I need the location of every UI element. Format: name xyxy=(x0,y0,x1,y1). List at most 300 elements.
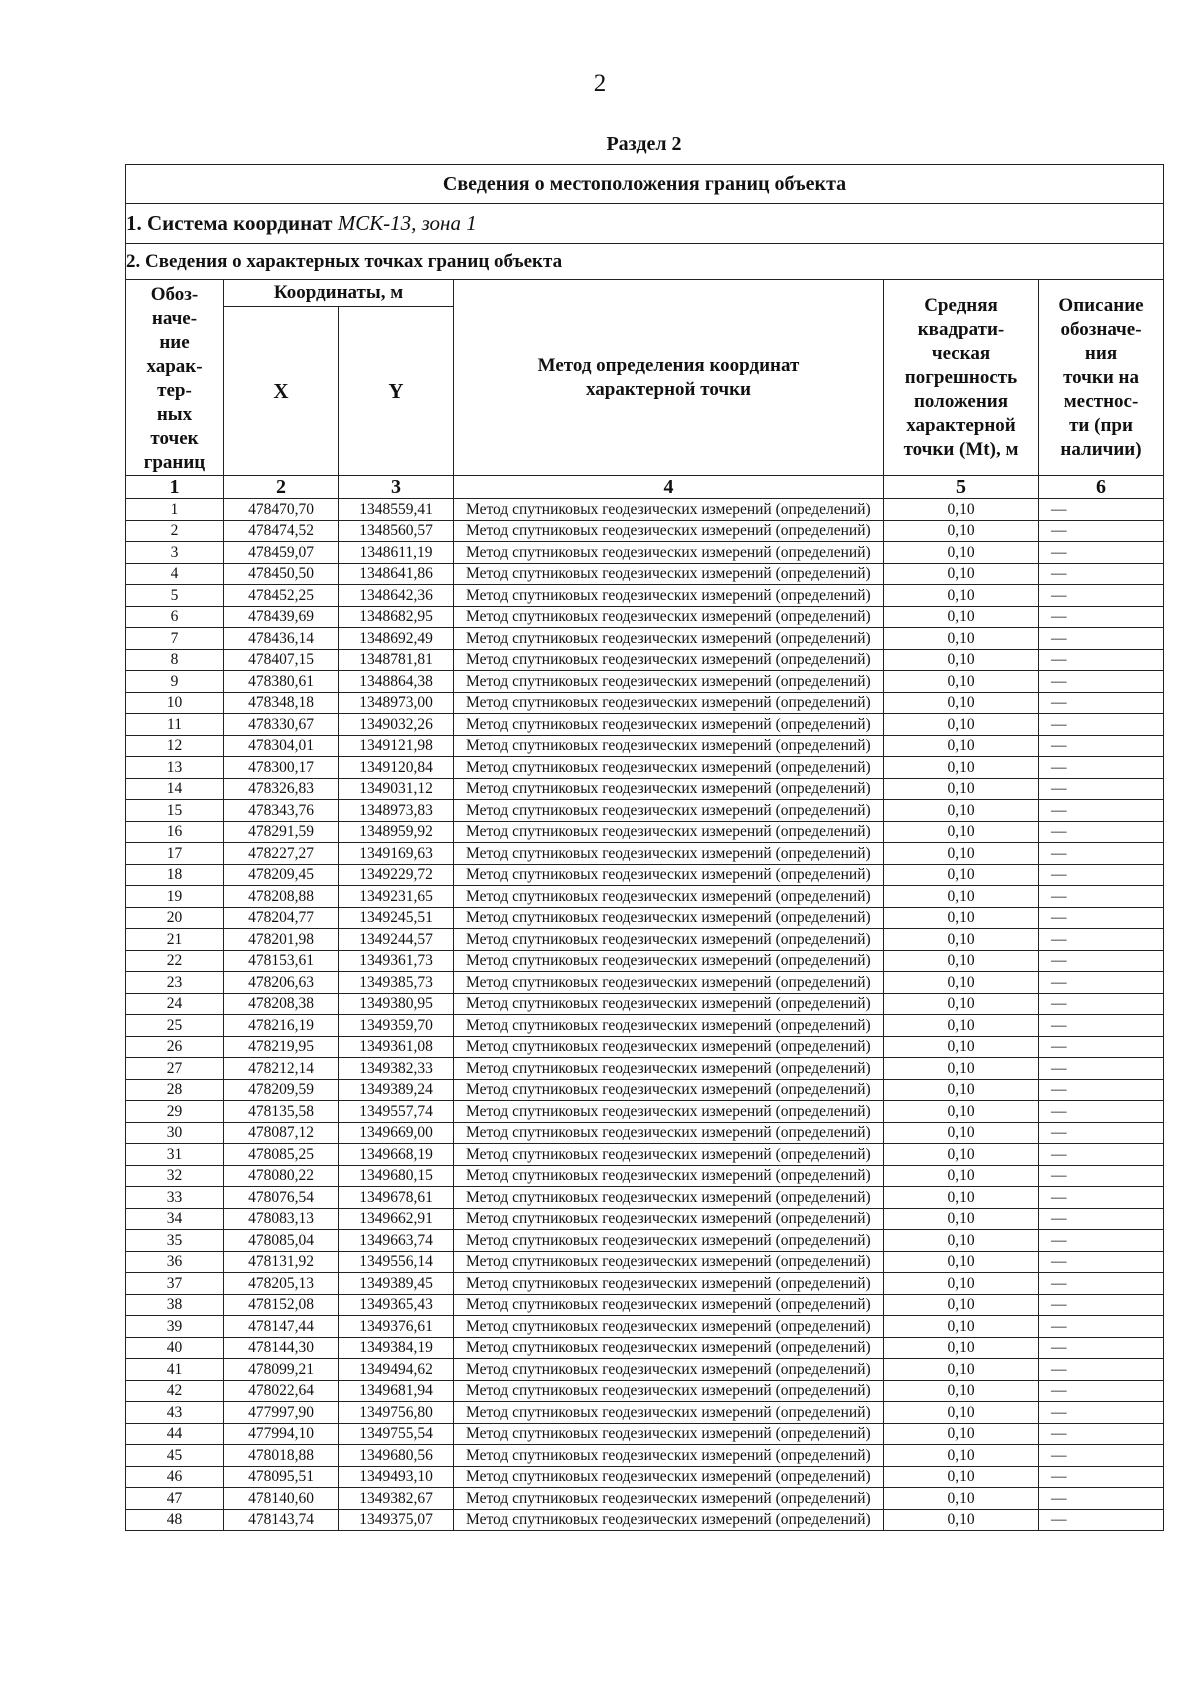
column-number: 4 xyxy=(454,476,884,499)
error-value: 0,10 xyxy=(884,499,1039,521)
coord-y: 1348959,92 xyxy=(339,821,454,843)
method: Метод спутниковых геодезических измерений (определений) xyxy=(454,757,884,779)
table-row xyxy=(126,972,1164,994)
coord-x: 478147,44 xyxy=(224,1316,339,1338)
coord-y: 1348973,00 xyxy=(339,692,454,714)
coord-y: 1349231,65 xyxy=(339,886,454,908)
coord-system-row xyxy=(126,204,1164,244)
description: — xyxy=(1039,1337,1164,1359)
coord-x: 478144,30 xyxy=(224,1337,339,1359)
description: — xyxy=(1039,1015,1164,1037)
description: — xyxy=(1039,1165,1164,1187)
error-value: 0,10 xyxy=(884,1316,1039,1338)
error-value: 0,10 xyxy=(884,1273,1039,1295)
coord-y: 1349365,43 xyxy=(339,1294,454,1316)
description: — xyxy=(1039,628,1164,650)
error-value: 0,10 xyxy=(884,1402,1039,1424)
error-value: 0,10 xyxy=(884,1208,1039,1230)
point-number: 36 xyxy=(126,1251,224,1273)
coord-y: 1349389,24 xyxy=(339,1079,454,1101)
table-row xyxy=(126,606,1164,628)
error-value: 0,10 xyxy=(884,606,1039,628)
method: Метод спутниковых геодезических измерений (определений) xyxy=(454,1337,884,1359)
description: — xyxy=(1039,520,1164,542)
coord-x: 478022,64 xyxy=(224,1380,339,1402)
description: — xyxy=(1039,1402,1164,1424)
coord-y: 1349678,61 xyxy=(339,1187,454,1209)
method: Метод спутниковых геодезических измерений (определений) xyxy=(454,950,884,972)
error-value: 0,10 xyxy=(884,1036,1039,1058)
table-row xyxy=(126,714,1164,736)
coord-x: 478085,04 xyxy=(224,1230,339,1252)
error-value: 0,10 xyxy=(884,714,1039,736)
point-number: 31 xyxy=(126,1144,224,1166)
coord-y: 1349756,80 xyxy=(339,1402,454,1424)
coord-y: 1348692,49 xyxy=(339,628,454,650)
table-row xyxy=(126,585,1164,607)
points-title: 2. Сведения о характерных точках границ объекта xyxy=(126,244,1164,280)
method: Метод спутниковых геодезических измерений (определений) xyxy=(454,821,884,843)
coord-x: 478212,14 xyxy=(224,1058,339,1080)
error-value: 0,10 xyxy=(884,1337,1039,1359)
method: Метод спутниковых геодезических измерений (определений) xyxy=(454,735,884,757)
method: Метод спутниковых геодезических измерений (определений) xyxy=(454,1273,884,1295)
table-row xyxy=(126,1251,1164,1273)
method: Метод спутниковых геодезических измерений (определений) xyxy=(454,628,884,650)
table-row xyxy=(126,1230,1164,1252)
table-row xyxy=(126,1273,1164,1295)
coord-y: 1349382,67 xyxy=(339,1488,454,1510)
point-number: 47 xyxy=(126,1488,224,1510)
description: — xyxy=(1039,1122,1164,1144)
error-value: 0,10 xyxy=(884,1294,1039,1316)
method: Метод спутниковых геодезических измерений (определений) xyxy=(454,1294,884,1316)
coord-y: 1348642,36 xyxy=(339,585,454,607)
method: Метод спутниковых геодезических измерений (определений) xyxy=(454,499,884,521)
coord-x: 478227,27 xyxy=(224,843,339,865)
point-number: 22 xyxy=(126,950,224,972)
description: — xyxy=(1039,1509,1164,1531)
point-number: 7 xyxy=(126,628,224,650)
point-number: 1 xyxy=(126,499,224,521)
error-value: 0,10 xyxy=(884,1488,1039,1510)
point-number: 11 xyxy=(126,714,224,736)
method: Метод спутниковых геодезических измерений (определений) xyxy=(454,1036,884,1058)
coord-y: 1348682,95 xyxy=(339,606,454,628)
description: — xyxy=(1039,563,1164,585)
coord-y: 1349361,73 xyxy=(339,950,454,972)
point-number: 27 xyxy=(126,1058,224,1080)
error-value: 0,10 xyxy=(884,886,1039,908)
point-number: 13 xyxy=(126,757,224,779)
coord-x: 478018,88 xyxy=(224,1445,339,1467)
method: Метод спутниковых геодезических измерений (определений) xyxy=(454,1165,884,1187)
table-row xyxy=(126,843,1164,865)
coord-x: 478099,21 xyxy=(224,1359,339,1381)
error-value: 0,10 xyxy=(884,1122,1039,1144)
method: Метод спутниковых геодезических измерений (определений) xyxy=(454,1122,884,1144)
coord-y: 1348611,19 xyxy=(339,542,454,564)
point-number: 39 xyxy=(126,1316,224,1338)
description: — xyxy=(1039,649,1164,671)
error-value: 0,10 xyxy=(884,671,1039,693)
coord-x: 478076,54 xyxy=(224,1187,339,1209)
table-row xyxy=(126,1101,1164,1123)
table-row xyxy=(126,757,1164,779)
point-number: 46 xyxy=(126,1466,224,1488)
coord-y: 1349663,74 xyxy=(339,1230,454,1252)
table-row xyxy=(126,886,1164,908)
table-row xyxy=(126,800,1164,822)
coord-y: 1348559,41 xyxy=(339,499,454,521)
point-number: 38 xyxy=(126,1294,224,1316)
description: — xyxy=(1039,1144,1164,1166)
coord-x: 477994,10 xyxy=(224,1423,339,1445)
error-value: 0,10 xyxy=(884,864,1039,886)
coord-x: 478326,83 xyxy=(224,778,339,800)
table-body xyxy=(126,499,1164,1531)
point-number: 5 xyxy=(126,585,224,607)
method: Метод спутниковых геодезических измерений (определений) xyxy=(454,563,884,585)
description: — xyxy=(1039,843,1164,865)
table-row xyxy=(126,1445,1164,1467)
point-number: 14 xyxy=(126,778,224,800)
coord-x: 478216,19 xyxy=(224,1015,339,1037)
description: — xyxy=(1039,886,1164,908)
coord-x: 478304,01 xyxy=(224,735,339,757)
method: Метод спутниковых геодезических измерений (определений) xyxy=(454,1488,884,1510)
error-value: 0,10 xyxy=(884,1187,1039,1209)
point-number: 9 xyxy=(126,671,224,693)
table-row xyxy=(126,1316,1164,1338)
table-row xyxy=(126,1015,1164,1037)
method: Метод спутниковых геодезических измерений (определений) xyxy=(454,778,884,800)
point-number: 42 xyxy=(126,1380,224,1402)
coord-y: 1349557,74 xyxy=(339,1101,454,1123)
coord-x: 478095,51 xyxy=(224,1466,339,1488)
method: Метод спутниковых геодезических измерений (определений) xyxy=(454,1101,884,1123)
coord-system-value: МСК-13, зона 1 xyxy=(337,211,477,235)
description: — xyxy=(1039,950,1164,972)
error-value: 0,10 xyxy=(884,1230,1039,1252)
point-number: 24 xyxy=(126,993,224,1015)
coord-y: 1348641,86 xyxy=(339,563,454,585)
coord-x: 478085,25 xyxy=(224,1144,339,1166)
description: — xyxy=(1039,1187,1164,1209)
method: Метод спутниковых геодезических измерений (определений) xyxy=(454,929,884,951)
method: Метод спутниковых геодезических измерений (определений) xyxy=(454,1423,884,1445)
description: — xyxy=(1039,1251,1164,1273)
point-number: 33 xyxy=(126,1187,224,1209)
coord-x: 478343,76 xyxy=(224,800,339,822)
coord-x: 478083,13 xyxy=(224,1208,339,1230)
error-value: 0,10 xyxy=(884,1058,1039,1080)
coord-y: 1349556,14 xyxy=(339,1251,454,1273)
error-value: 0,10 xyxy=(884,1165,1039,1187)
coord-x: 478204,77 xyxy=(224,907,339,929)
coord-x: 478153,61 xyxy=(224,950,339,972)
coord-y: 1349662,91 xyxy=(339,1208,454,1230)
error-value: 0,10 xyxy=(884,1380,1039,1402)
method: Метод спутниковых геодезических измерений (определений) xyxy=(454,1445,884,1467)
description: — xyxy=(1039,1316,1164,1338)
method: Метод спутниковых геодезических измерений (определений) xyxy=(454,1359,884,1381)
point-number: 2 xyxy=(126,520,224,542)
description: — xyxy=(1039,714,1164,736)
table-row xyxy=(126,950,1164,972)
point-number: 30 xyxy=(126,1122,224,1144)
point-number: 3 xyxy=(126,542,224,564)
error-value: 0,10 xyxy=(884,778,1039,800)
coord-y: 1349245,51 xyxy=(339,907,454,929)
description: — xyxy=(1039,1359,1164,1381)
coord-x: 478330,67 xyxy=(224,714,339,736)
table-row xyxy=(126,1380,1164,1402)
error-value: 0,10 xyxy=(884,1359,1039,1381)
method: Метод спутниковых геодезических измерений (определений) xyxy=(454,1058,884,1080)
method: Метод спутниковых геодезических измерений (определений) xyxy=(454,1509,884,1531)
coord-y: 1349375,07 xyxy=(339,1509,454,1531)
method: Метод спутниковых геодезических измерений (определений) xyxy=(454,542,884,564)
column-number: 2 xyxy=(224,476,339,499)
table-row xyxy=(126,1488,1164,1510)
table-row xyxy=(126,1058,1164,1080)
point-number: 19 xyxy=(126,886,224,908)
point-number: 20 xyxy=(126,907,224,929)
method: Метод спутниковых геодезических измерений (определений) xyxy=(454,1015,884,1037)
table-row xyxy=(126,993,1164,1015)
table-row xyxy=(126,671,1164,693)
point-number: 37 xyxy=(126,1273,224,1295)
method: Метод спутниковых геодезических измерений (определений) xyxy=(454,907,884,929)
error-value: 0,10 xyxy=(884,1101,1039,1123)
method: Метод спутниковых геодезических измерений (определений) xyxy=(454,1251,884,1273)
method: Метод спутниковых геодезических измерений (определений) xyxy=(454,1466,884,1488)
coord-x: 478208,88 xyxy=(224,886,339,908)
coord-y: 1349380,95 xyxy=(339,993,454,1015)
point-number: 8 xyxy=(126,649,224,671)
point-number: 48 xyxy=(126,1509,224,1531)
point-number: 15 xyxy=(126,800,224,822)
coord-y: 1349668,19 xyxy=(339,1144,454,1166)
coord-x: 477997,90 xyxy=(224,1402,339,1424)
point-number: 43 xyxy=(126,1402,224,1424)
table-row xyxy=(126,1359,1164,1381)
description: — xyxy=(1039,606,1164,628)
header-designation: Обоз- наче- ние харак- тер- ных точек границ xyxy=(126,280,224,476)
table-row xyxy=(126,1294,1164,1316)
coord-y: 1349385,73 xyxy=(339,972,454,994)
column-number: 5 xyxy=(884,476,1039,499)
coord-y: 1349494,62 xyxy=(339,1359,454,1381)
point-number: 35 xyxy=(126,1230,224,1252)
boundary-points-table xyxy=(125,164,1164,1531)
error-value: 0,10 xyxy=(884,907,1039,929)
point-number: 4 xyxy=(126,563,224,585)
error-value: 0,10 xyxy=(884,520,1039,542)
coord-y: 1349169,63 xyxy=(339,843,454,865)
error-value: 0,10 xyxy=(884,800,1039,822)
coord-y: 1349389,45 xyxy=(339,1273,454,1295)
error-value: 0,10 xyxy=(884,563,1039,585)
coord-x: 478450,50 xyxy=(224,563,339,585)
method: Метод спутниковых геодезических измерений (определений) xyxy=(454,649,884,671)
error-value: 0,10 xyxy=(884,542,1039,564)
coord-x: 478452,25 xyxy=(224,585,339,607)
error-value: 0,10 xyxy=(884,735,1039,757)
coord-y: 1348560,57 xyxy=(339,520,454,542)
coord-x: 478087,12 xyxy=(224,1122,339,1144)
table-row xyxy=(126,692,1164,714)
error-value: 0,10 xyxy=(884,1509,1039,1531)
table-row xyxy=(126,1165,1164,1187)
table-row xyxy=(126,628,1164,650)
description: — xyxy=(1039,1273,1164,1295)
table-row xyxy=(126,907,1164,929)
error-value: 0,10 xyxy=(884,649,1039,671)
table-row xyxy=(126,1122,1164,1144)
coord-y: 1348781,81 xyxy=(339,649,454,671)
coord-y: 1348864,38 xyxy=(339,671,454,693)
coord-y: 1349755,54 xyxy=(339,1423,454,1445)
table-row xyxy=(126,929,1164,951)
error-value: 0,10 xyxy=(884,1015,1039,1037)
description: — xyxy=(1039,1036,1164,1058)
point-number: 25 xyxy=(126,1015,224,1037)
coord-y: 1349680,56 xyxy=(339,1445,454,1467)
coord-y: 1349384,19 xyxy=(339,1337,454,1359)
table-row xyxy=(126,520,1164,542)
coord-x: 478140,60 xyxy=(224,1488,339,1510)
error-value: 0,10 xyxy=(884,628,1039,650)
coord-x: 478459,07 xyxy=(224,542,339,564)
coord-x: 478380,61 xyxy=(224,671,339,693)
method: Метод спутниковых геодезических измерений (определений) xyxy=(454,1144,884,1166)
description: — xyxy=(1039,757,1164,779)
description: — xyxy=(1039,1380,1164,1402)
description: — xyxy=(1039,671,1164,693)
table-row xyxy=(126,542,1164,564)
coord-x: 478143,74 xyxy=(224,1509,339,1531)
coord-x: 478348,18 xyxy=(224,692,339,714)
header-y: Y xyxy=(339,306,454,475)
table-row xyxy=(126,864,1164,886)
point-number: 12 xyxy=(126,735,224,757)
coord-x: 478407,15 xyxy=(224,649,339,671)
point-number: 41 xyxy=(126,1359,224,1381)
description: — xyxy=(1039,1230,1164,1252)
description: — xyxy=(1039,821,1164,843)
error-value: 0,10 xyxy=(884,1079,1039,1101)
error-value: 0,10 xyxy=(884,993,1039,1015)
point-number: 10 xyxy=(126,692,224,714)
section-title: Раздел 2 xyxy=(606,133,682,155)
point-number: 29 xyxy=(126,1101,224,1123)
coord-x: 478205,13 xyxy=(224,1273,339,1295)
header-coordinates: Координаты, м xyxy=(224,280,454,307)
description: — xyxy=(1039,1466,1164,1488)
coord-x: 478209,45 xyxy=(224,864,339,886)
method: Метод спутниковых геодезических измерений (определений) xyxy=(454,843,884,865)
table-row xyxy=(126,1402,1164,1424)
description: — xyxy=(1039,1058,1164,1080)
method: Метод спутниковых геодезических измерений (определений) xyxy=(454,1208,884,1230)
method: Метод спутниковых геодезических измерений (определений) xyxy=(454,520,884,542)
table-row xyxy=(126,649,1164,671)
coord-x: 478135,58 xyxy=(224,1101,339,1123)
description: — xyxy=(1039,1423,1164,1445)
error-value: 0,10 xyxy=(884,1251,1039,1273)
point-number: 28 xyxy=(126,1079,224,1101)
description: — xyxy=(1039,778,1164,800)
error-value: 0,10 xyxy=(884,585,1039,607)
table-row xyxy=(126,778,1164,800)
table-row xyxy=(126,1036,1164,1058)
method: Метод спутниковых геодезических измерений (определений) xyxy=(454,886,884,908)
column-number: 3 xyxy=(339,476,454,499)
coord-system-label: 1. Система координат xyxy=(126,211,333,235)
error-value: 0,10 xyxy=(884,1445,1039,1467)
error-value: 0,10 xyxy=(884,972,1039,994)
coord-y: 1349376,61 xyxy=(339,1316,454,1338)
description: — xyxy=(1039,499,1164,521)
coord-y: 1349120,84 xyxy=(339,757,454,779)
method: Метод спутниковых геодезических измерений (определений) xyxy=(454,714,884,736)
error-value: 0,10 xyxy=(884,929,1039,951)
point-number: 32 xyxy=(126,1165,224,1187)
method: Метод спутниковых геодезических измерений (определений) xyxy=(454,1230,884,1252)
table-title: Сведения о местоположения границ объекта xyxy=(126,165,1164,204)
coord-y: 1349681,94 xyxy=(339,1380,454,1402)
coord-x: 478206,63 xyxy=(224,972,339,994)
coord-y: 1349032,26 xyxy=(339,714,454,736)
point-number: 23 xyxy=(126,972,224,994)
coord-x: 478201,98 xyxy=(224,929,339,951)
column-number: 1 xyxy=(126,476,224,499)
point-number: 21 xyxy=(126,929,224,951)
header-method: Метод определения координат характерной точки xyxy=(454,280,884,476)
method: Метод спутниковых геодезических измерений (определений) xyxy=(454,1187,884,1209)
table-row xyxy=(126,1144,1164,1166)
description: — xyxy=(1039,692,1164,714)
description: — xyxy=(1039,864,1164,886)
table-row xyxy=(126,1208,1164,1230)
point-number: 16 xyxy=(126,821,224,843)
description: — xyxy=(1039,907,1164,929)
coord-y: 1349382,33 xyxy=(339,1058,454,1080)
coord-x: 478436,14 xyxy=(224,628,339,650)
method: Метод спутниковых геодезических измерений (определений) xyxy=(454,1402,884,1424)
point-number: 6 xyxy=(126,606,224,628)
coord-y: 1349361,08 xyxy=(339,1036,454,1058)
table-row xyxy=(126,1079,1164,1101)
description: — xyxy=(1039,800,1164,822)
description: — xyxy=(1039,929,1164,951)
coord-x: 478219,95 xyxy=(224,1036,339,1058)
coord-x: 478208,38 xyxy=(224,993,339,1015)
coord-x: 478439,69 xyxy=(224,606,339,628)
description: — xyxy=(1039,1445,1164,1467)
coord-x: 478080,22 xyxy=(224,1165,339,1187)
coord-x: 478470,70 xyxy=(224,499,339,521)
page-number: 2 xyxy=(593,70,607,97)
method: Метод спутниковых геодезических измерений (определений) xyxy=(454,671,884,693)
coord-y: 1349493,10 xyxy=(339,1466,454,1488)
table-row xyxy=(126,1187,1164,1209)
table-row xyxy=(126,563,1164,585)
coord-y: 1349229,72 xyxy=(339,864,454,886)
coord-x: 478300,17 xyxy=(224,757,339,779)
